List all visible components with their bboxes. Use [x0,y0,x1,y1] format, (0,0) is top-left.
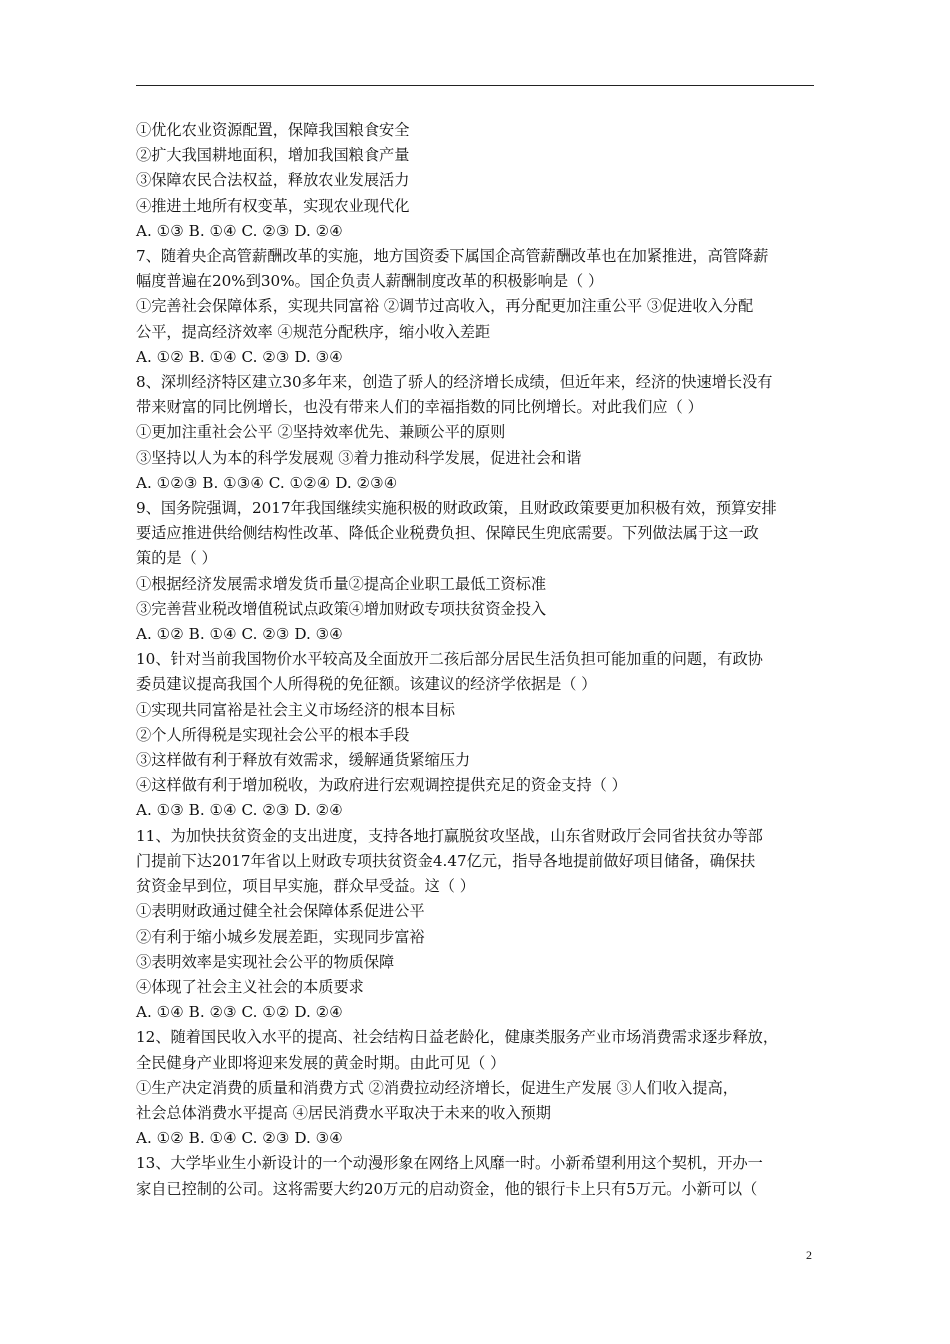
question-text [136,118,818,1202]
answer-options: A. ①④ B. ②③ C. ①② D. ②④ [136,1003,343,1022]
text-line: 委员建议提高我国个人所得税的免征额。该建议的经济学依据是（ ） [136,675,597,694]
text-line: ③完善营业税改增值税试点政策④增加财政专项扶贫资金投入 [136,599,547,618]
header-rule [136,85,814,86]
text-line: 要适应推进供给侧结构性改革、降低企业税费负担、保障民生兜底需要。下列做法属于这一政 [136,524,759,543]
question-9: 9、国务院强调，2017年我国继续实施积极的财政政策，且财政政策要更加积极有效，预算安排 [136,499,777,518]
text-line: ①根据经济发展需求增发货币量②提高企业职工最低工资标准 [136,574,547,593]
text-line: ②个人所得税是实现社会公平的根本手段 [136,725,410,744]
text-line: ①更加注重社会公平 ②坚持效率优先、兼顾公平的原则 [136,423,506,442]
text-line: ②扩大我国耕地面积，增加我国粮食产量 [136,146,410,165]
page-number: 2 [806,1248,812,1262]
answer-options: A. ①②③ B. ①③④ C. ①②④ D. ②③④ [136,473,398,492]
text-line: ①完善社会保障体系，实现共同富裕 ②调节过高收入，再分配更加注重公平 ③促进收入分配 [136,297,754,316]
text-line: ④这样做有利于增加税收，为政府进行宏观调控提供充足的资金支持（ ） [136,776,627,795]
text-line: 贫资金早到位，项目早实施，群众早受益。这（ ） [136,877,475,896]
text-line: ④体现了社会主义社会的本质要求 [136,977,364,996]
text-line: 带来财富的同比例增长，也没有带来人们的幸福指数的同比例增长。对此我们应（ ） [136,398,703,417]
text-line: 家自已控制的公司。这将需要大约20万元的启动资金，他的银行卡上只有5万元。小新可以（ [136,1179,758,1198]
text-line: ①生产决定消费的质量和消费方式 ②消费拉动经济增长，促进生产发展 ③人们收入提高， [136,1078,738,1097]
text-line: ③这样做有利于释放有效需求，缓解通货紧缩压力 [136,751,471,770]
text-line: ①表明财政通过健全社会保障体系促进公平 [136,902,425,921]
answer-options: A. ①③ B. ①④ C. ②③ D. ②④ [136,801,343,820]
text-line: ①实现共同富裕是社会主义市场经济的根本目标 [136,700,455,719]
text-line: 全民健身产业即将迎来发展的黄金时期。由此可见（ ） [136,1053,506,1072]
text-line: ③坚持以人为本的科学发展观 ③着力推动科学发展，促进社会和谐 [136,448,582,467]
question-7: 7、随着央企高管薪酬改革的实施，地方国资委下属国企高管薪酬改革也在加紧推进，高管降薪 [136,247,769,266]
text-line: ③保障农民合法权益，释放农业发展活力 [136,171,410,190]
text-line: 幅度普遍在20%到30%。国企负责人薪酬制度改革的积极影响是（ ） [136,272,604,291]
answer-options: A. ①② B. ①④ C. ②③ D. ③④ [136,625,343,644]
text-line: 社会总体消费水平提高 ④居民消费水平取决于未来的收入预期 [136,1103,551,1122]
question-8: 8、深圳经济特区建立30多年来，创造了骄人的经济增长成绩，但近年来，经济的快速增长没有 [136,373,773,392]
question-13: 13、大学毕业生小新设计的一个动漫形象在网络上风靡一时。小新希望利用这个契机，开办一 [136,1154,763,1173]
text-line: ①优化农业资源配置，保障我国粮食安全 [136,121,410,139]
text-line: ③表明效率是实现社会公平的物质保障 [136,952,395,971]
answer-options: A. ①② B. ①④ C. ②③ D. ③④ [136,347,343,366]
question-12: 12、随着国民收入水平的提高、社会结构日益老龄化，健康类服务产业市场消费需求逐步释放， [136,1028,779,1047]
text-line: 策的是（ ） [136,549,217,568]
text-line: 公平，提高经济效率 ④规范分配秩序，缩小收入差距 [136,322,491,341]
text-line: ②有利于缩小城乡发展差距，实现同步富裕 [136,927,425,946]
text-line: 门提前下达2017年省以上财政专项扶贫资金4.47亿元，指导各地提前做好项目储备，确保扶 [136,851,756,870]
answer-options: A. ①③ B. ①④ C. ②③ D. ②④ [136,221,343,240]
question-11: 11、为加快扶贫资金的支出进度，支持各地打赢脱贫攻坚战，山东省财政厅会同省扶贫办等部 [136,826,763,845]
answer-options: A. ①② B. ①④ C. ②③ D. ③④ [136,1129,343,1148]
text-line: ④推进土地所有权变革，实现农业现代化 [136,196,410,215]
question-10: 10、针对当前我国物价水平较高及全面放开二孩后部分居民生活负担可能加重的问题，有政协 [136,650,763,669]
